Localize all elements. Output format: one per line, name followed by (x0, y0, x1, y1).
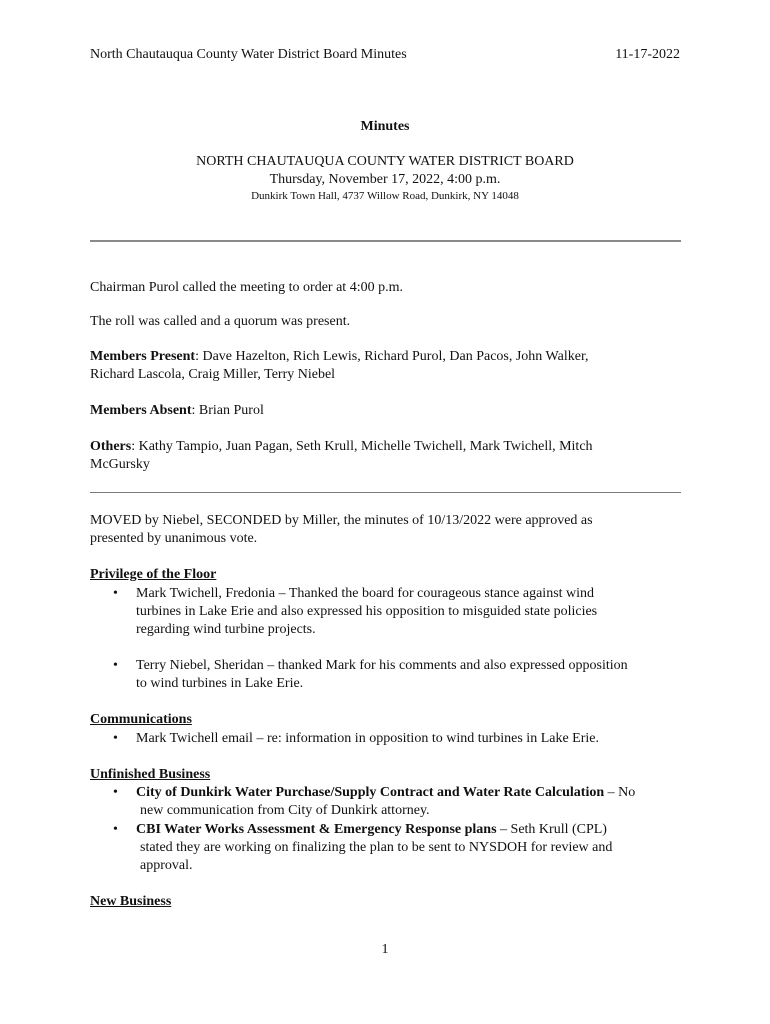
bullet-icon: • (113, 822, 118, 837)
members-absent-text: : Brian Purol (191, 403, 264, 418)
list-item-line: Mark Twichell email – re: information in opposition to wind turbines in Lake Erie. (136, 731, 599, 746)
motion-paragraph (90, 512, 685, 548)
members-present-label: Members Present (90, 349, 196, 364)
members-present (90, 348, 685, 384)
page-number: 1 (381, 942, 389, 957)
list-item-line: approval. (140, 858, 193, 873)
list-item (113, 730, 681, 748)
list-item-line: regarding wind turbine projects. (136, 622, 316, 637)
meeting-location: Dunkirk Town Hall, 4737 Willow Road, Dunkirk, NY 14048 (251, 190, 519, 202)
header-divider (90, 240, 681, 242)
document-title: Minutes (360, 119, 410, 134)
list-item-line: stated they are working on finalizing the plan to be sent to NYSDOH for review and (140, 840, 613, 855)
bullet-icon: • (113, 785, 118, 800)
roll-call: The roll was called and a quorum was present. (90, 314, 351, 329)
bullet-icon: • (113, 731, 118, 746)
bullet-icon: • (113, 658, 118, 673)
bullet-icon: • (113, 586, 118, 601)
section-divider (90, 492, 681, 493)
unfinished-business-heading: Unfinished Business (90, 767, 211, 782)
members-present-line2: Richard Lascola, Craig Miller, Terry Niebel (90, 367, 336, 382)
list-item-line: – Seth Krull (CPL) (496, 822, 607, 837)
motion-line1: MOVED by Niebel, SECONDED by Miller, the minutes of 10/13/2022 were approved as (90, 513, 593, 528)
list-item-line: Mark Twichell, Fredonia – Thanked the board for courageous stance against wind (136, 586, 595, 601)
running-header (90, 47, 680, 63)
header-title: North Chautauqua County Water District Board Minutes (90, 47, 407, 62)
members-absent (90, 402, 685, 420)
meeting-datetime: Thursday, November 17, 2022, 4:00 p.m. (269, 172, 501, 187)
new-business-heading: New Business (90, 894, 172, 909)
list-item-line: Terry Niebel, Sheridan – thanked Mark for his comments and also expressed opposition (136, 658, 628, 673)
board-name: NORTH CHAUTAUQUA COUNTY WATER DISTRICT BOARD (196, 154, 574, 169)
list-item-line: turbines in Lake Erie and also expressed his opposition to misguided state policies (136, 604, 598, 619)
list-item (113, 784, 681, 820)
header-date: 11-17-2022 (615, 47, 680, 62)
list-item-title: CBI Water Works Assessment & Emergency Response plans (136, 822, 497, 837)
list-item-line: new communication from City of Dunkirk attorney. (140, 803, 430, 818)
others-present (90, 438, 685, 474)
communications-heading: Communications (90, 712, 192, 727)
call-to-order: Chairman Purol called the meeting to order at 4:00 p.m. (90, 280, 403, 295)
others-line2: McGursky (90, 457, 150, 472)
others-label: Others (90, 439, 132, 454)
list-item (113, 657, 681, 693)
members-present-line1: : Dave Hazelton, Rich Lewis, Richard Purol, Dan Pacos, John Walker, (195, 349, 589, 364)
list-item-title: City of Dunkirk Water Purchase/Supply Contract and Water Rate Calculation (136, 785, 605, 800)
list-item-line: – No (604, 785, 636, 800)
motion-line2: presented by unanimous vote. (90, 531, 258, 546)
others-line1: : Kathy Tampio, Juan Pagan, Seth Krull, Michelle Twichell, Mark Twichell, Mitch (131, 439, 593, 454)
list-item (113, 821, 681, 875)
privilege-heading: Privilege of the Floor (90, 567, 217, 582)
list-item-line: to wind turbines in Lake Erie. (136, 676, 304, 691)
members-absent-label: Members Absent (90, 403, 192, 418)
list-item (113, 585, 681, 639)
